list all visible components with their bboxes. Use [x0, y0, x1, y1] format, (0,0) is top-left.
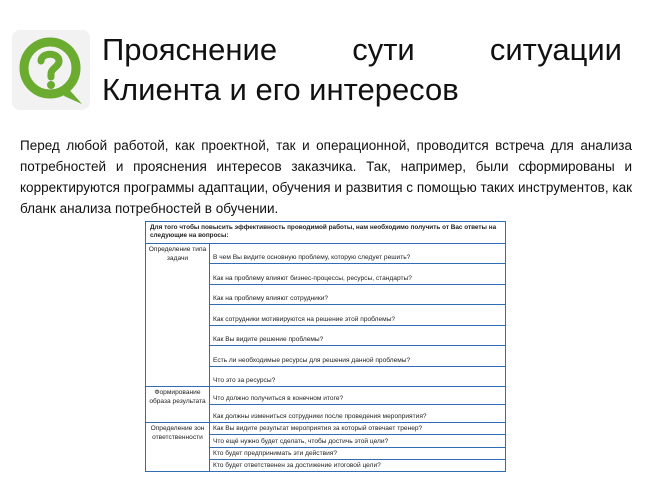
question-row: В чем Вы видите основную проблему, которую следует решить?: [210, 244, 505, 264]
question-row: Как должны измениться сотрудники после проведения мероприятия?: [213, 413, 427, 420]
question-row: Что должно получиться в конечном итоге?: [210, 387, 505, 405]
slide-title: [102, 30, 622, 110]
question-row: Как Вы видите решение проблемы?: [210, 326, 505, 346]
section-label: Определение зон ответственности: [146, 423, 210, 471]
section-label: Формирование образа результата: [146, 387, 210, 422]
question-row: Как Вы видите результат мероприятия за который отвечает тренер?: [210, 423, 505, 435]
question-row: Как на проблему влияют сотрудники?: [210, 285, 505, 305]
form-header: Для того чтобы повысить эффективность проводимой работы, нам необходимо получить от Вас ответы на следующие на вопросы:: [146, 222, 505, 244]
form-section-task-type: [146, 244, 505, 387]
intro-paragraph: Перед любой работой, как проектной, так и операционной, проводится встреча для анализа потребностей и прояснения интересов заказчика. Так, например, были сформированы и корректируются программы адаптации, обучения и развития с помощью таких инструментов, как бланк анализа потребностей в обучении.: [20, 138, 632, 216]
slide-title-line-2: Клиента и его интересов: [102, 72, 459, 107]
question-row: Как на проблему влияют бизнес-процессы, ресурсы, стандарты?: [210, 264, 505, 284]
question-row: Кто будет ответственен за достижение итоговой цели?: [213, 462, 381, 469]
question-row: Кто будет предпринимать эти действия?: [210, 448, 505, 460]
form-section-result-image: [146, 387, 505, 423]
question-row: Что ещё нужно будет сделать, чтобы достичь этой цели?: [210, 435, 505, 447]
section-label: Определение типа задачи: [146, 244, 210, 386]
training-needs-form: [145, 221, 506, 472]
question-row: Что это за ресурсы?: [213, 376, 276, 384]
slide-title-line-1: Прояснение сути ситуации: [102, 32, 622, 67]
question-row: Есть ли необходимые ресурсы для решения данной проблемы?: [210, 346, 505, 366]
question-row: Как сотрудники мотивируются на решение этой проблемы?: [210, 305, 505, 325]
form-section-responsibility: [146, 423, 505, 471]
question-bubble-icon: [12, 30, 90, 110]
